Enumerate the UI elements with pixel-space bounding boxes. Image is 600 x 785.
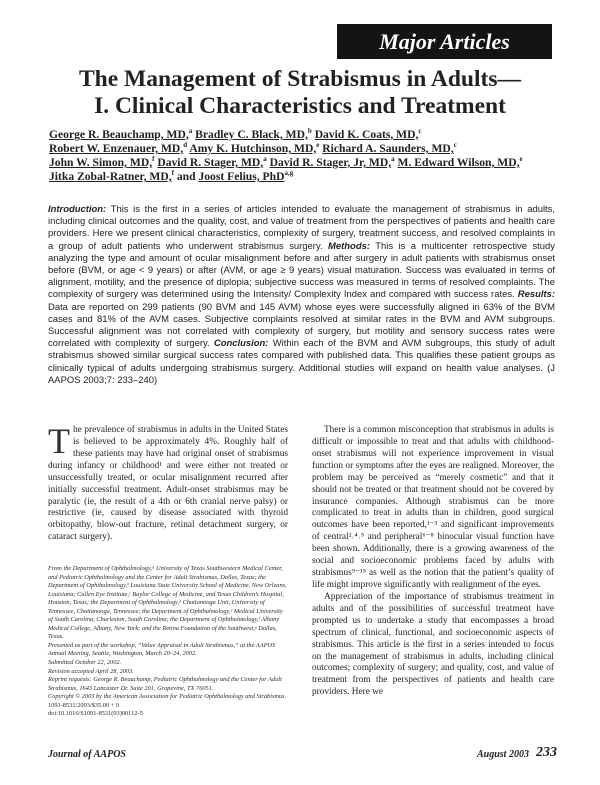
author-affiliation: a bbox=[263, 155, 267, 164]
footnote-copyright: Copyright © 2003 by the American Association for Pediatric Ophthalmology and Strabismus. bbox=[48, 693, 287, 701]
author-affiliation: a,g bbox=[284, 169, 294, 178]
footer-date: August 2003 bbox=[477, 749, 529, 760]
author-affiliation: c bbox=[453, 141, 457, 150]
body-paragraph-text: he prevalence of strabismus in adults in the United States is believed to be approximately 4%. Roughly half of these patients may have had original onset of strabismus during infancy or childhood¹ and were either not treated or unsuccessfully treated, or ocular misalignment recurred after initially successful treatment. Adult-onset strabismus may be paralytic (ie, the result of a 4th or 6th cranial nerve palsy) or restrictive (ie, caused by disease associated with thyroid orbitopathy, blow-out fracture, retinal detachment surgery, or cataract surgery). bbox=[48, 425, 288, 543]
author-name: Joost Felius, PhD bbox=[198, 170, 285, 183]
footer-journal-name: Journal of AAPOS bbox=[48, 749, 126, 760]
author-name: Richard A. Saunders, MD, bbox=[322, 142, 454, 155]
author-affiliation: f bbox=[152, 155, 155, 164]
body-paragraph bbox=[48, 421, 288, 544]
author-affiliation: b bbox=[307, 127, 312, 136]
author-affiliation: e bbox=[316, 141, 320, 150]
footnote-presented: Presented as part of the workshop, “Value Appraisal in Adult Strabismus,” at the AAPOS Annual Meeting, Seattle, Washington, March 20–24, 2002. bbox=[48, 641, 276, 658]
author-name: David R. Stager, MD, bbox=[157, 156, 264, 169]
title-line-1: The Management of Strabismus in Adults— bbox=[79, 66, 521, 92]
author-name: Jitka Zobal-Ratner, MD, bbox=[49, 170, 172, 183]
author-affiliation: f bbox=[171, 169, 174, 178]
author-4 bbox=[49, 142, 189, 155]
abstract-results-label: Results: bbox=[517, 289, 556, 301]
author-name: Robert W. Enzenauer, MD, bbox=[49, 142, 184, 155]
article-footnote bbox=[48, 565, 288, 719]
author-name: M. Edward Wilson, MD, bbox=[397, 156, 520, 169]
section-banner bbox=[337, 24, 552, 59]
author-6 bbox=[322, 142, 457, 155]
author-name: Bradley C. Black, MD, bbox=[195, 128, 308, 141]
abstract-methods-label: Methods: bbox=[328, 240, 370, 252]
author-12 bbox=[198, 170, 293, 183]
author-3 bbox=[315, 128, 422, 141]
body-column-left bbox=[48, 421, 288, 544]
author-10 bbox=[398, 156, 523, 169]
author-affiliation: a bbox=[188, 127, 193, 136]
abstract-methods-text: This is a multicenter retrospective study analyzing the type and amount of ocular misalignment before and after surgery in adult patients with strabismus onset before (BVM, or age < 9 years) or after (AVM, or age ≥ 9 years) visual maturation. Success was evaluated in terms of alignment, motility, and the presence of diplopia; subjective success was measured in terms of resolved complaints. The complexity of surgery was determined using the Intensity/ Complexity Index and compared with success rates. bbox=[48, 240, 556, 301]
body-paragraph: Appreciation of the importance of strabismus treatment in adults and of the possibilities of successful treatment have prompted us to undertake a study that encompasses a broad spectrum of clinical, functional, and socioeconomic aspects of strabismus. This article is the first in a series intended to focus on the management of strabismus in adults, including clinical outcomes; complexity of surgery; and quality, cost, and value of treatment from the perspectives of patients and health care providers. Here we bbox=[312, 591, 554, 698]
title-line-2: I. Clinical Characteristics and Treatment bbox=[94, 93, 506, 119]
author-name: David K. Coats, MD, bbox=[314, 128, 419, 141]
author-7 bbox=[49, 156, 157, 169]
author-name: George R. Beauchamp, MD, bbox=[49, 128, 189, 141]
author-affiliation: a bbox=[391, 155, 395, 164]
footnote-revision: Revision accepted April 28, 2003. bbox=[48, 667, 134, 675]
author-name: John W. Simon, MD, bbox=[49, 156, 153, 169]
author-8 bbox=[157, 156, 269, 169]
footnote-reprints: Reprint requests: George R. Beauchamp, Pediatric Ophthalmology and the Center for Adult Strabismus, 1643 Lancaster Dr. Suite 201, Grapevine, TX 76051. bbox=[48, 676, 282, 692]
page-number: 233 bbox=[536, 745, 557, 760]
footnote-submitted: Submitted October 22, 2002. bbox=[48, 659, 122, 667]
drop-cap: T bbox=[48, 421, 70, 461]
footnote-doi: doi:10.1016/S1091-8531(03)00112-5 bbox=[48, 710, 143, 718]
abstract-results-text: Data are reported on 299 patients (90 BVM and 145 AVM) whose eyes were successfully aligned in 63% of the BVM cases and 81% of the AVM cases. Subjective complaints resolved at similar rates in the BVM and AVM subgroups. Successful alignment was not correlated with complexity of surgery, but motility and sensory success rates were correlated with complexity of surgery. bbox=[48, 301, 555, 350]
abstract bbox=[48, 204, 555, 387]
footnote-affiliations: From the Department of Ophthalmology,ᵃ University of Texas Southwestern Medical Center, and Pediatric Ophthalmology and the Center for Adult Strabismus, Dallas, Texas; the Department of Ophthalmology,ᵇ Louisiana State University School of Medicine, New Orleans, Louisiana; Cullen Eye Institute,ᶜ Baylor College of Medicine, and Texas Children’s Hospital, Houston, Texas; the Department of Ophthalmology,ᵈ Chattanooga Unit, University of Tennessee, Chattanooga, Tennessee; the Department of Ophthalmology,ᵉ Medical University of South Carolina, Charleston, South Carolina; the Department of Ophthalmology,ᶠ Albany Medical College, Albany, New York; and the Retina Foundation of the Southwest,ᵍ Dallas, Texas. bbox=[48, 565, 287, 641]
footnote-issn: 1091-8531/2003/$35.00 + 0 bbox=[48, 701, 120, 709]
abstract-conclusion-text: Within each of the BVM and AVM subgroups, this study of adult strabismus showed similar surgical success rates compared with published data. This qualifies these patient groups as clinically typical of adults undergoing strabismus surgery. Additional studies will expand on health value analyses. (J AAPOS 2003;7: 233–240) bbox=[48, 338, 556, 386]
author-11: Jitka Zobal-Ratner, MD,$^f$ and bbox=[49, 169, 199, 183]
section-label: Major Articles bbox=[379, 29, 510, 54]
author-2 bbox=[195, 128, 315, 141]
author-name: Amy K. Hutchinson, MD, bbox=[189, 142, 317, 155]
author-list bbox=[49, 128, 569, 184]
body-paragraph: There is a common misconception that strabismus in adults is difficult or impossible to treat and that adults with childhood-onset strabismus will not experience improvement in visual function or symptoms after the eyes are realigned. Moreover, the problem may be perceived as “merely cosmetic” and that it should not be treated or that treatment should not be covered by insurance companies. Although strabismus can be more complicated to treat in adults than in children, good surgical outcomes have been reported,¹⁻³ and significant improvements of central²˒⁴˒⁵ and peripheral⁶⁻⁸ binocular visual function have been shown. Additionally, there is a growing awareness of the social and socioeconomic problems faced by adults with strabismus⁹⁻¹⁵ as well as the notion that the patient’s quality of life might improve significantly with realignment of the eyes. bbox=[312, 425, 554, 590]
abstract-intro-label: Introduction: bbox=[48, 204, 107, 215]
author-affiliation: e bbox=[519, 155, 523, 164]
author-9 bbox=[270, 156, 398, 169]
author-1 bbox=[49, 128, 195, 141]
author-5 bbox=[189, 142, 322, 155]
body-column-right bbox=[312, 425, 554, 699]
article-title bbox=[30, 66, 570, 120]
author-name: David R. Stager, Jr, MD, bbox=[269, 156, 392, 169]
author-affiliation: c bbox=[418, 127, 422, 136]
abstract-intro-text: This is the first in a series of articles intended to evaluate the management of strabismus in adults, including clinical outcomes and the quality, cost, and value of treatment from the perspectives of patients and health care providers. Here we present clinical characteristics, complexity of surgery, treatment success, and resolved complaints in a group of adult patients who underwent strabismus surgery. bbox=[48, 204, 555, 252]
abstract-conclusion-label: Conclusion: bbox=[213, 338, 269, 350]
author-affiliation: d bbox=[183, 141, 188, 150]
